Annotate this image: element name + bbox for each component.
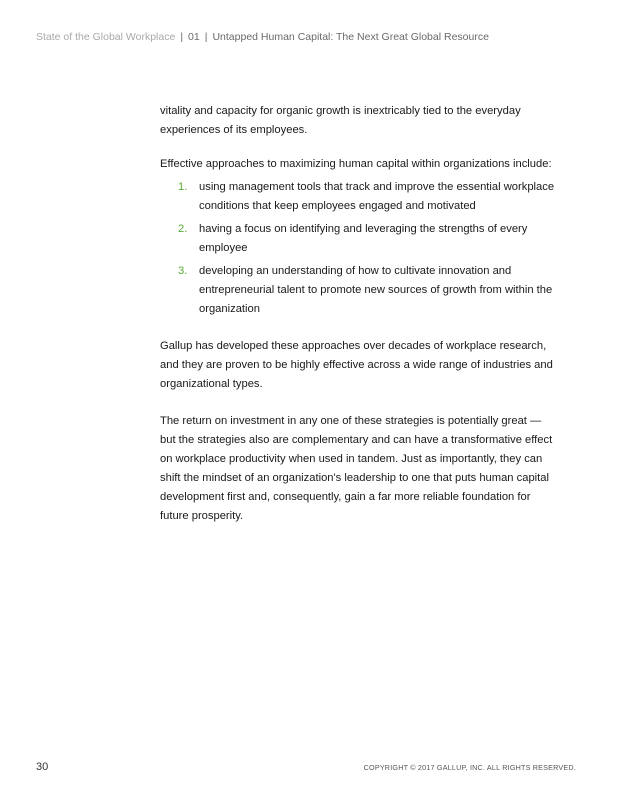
paragraph: The return on investment in any one of these strategies is potentially great — but the strategies also are complementary and can have a transformative effect on workplace productivity when used in tandem. Just as importantly, they can shift the mindset of an organization's leadership to one that puts human capital development first and, consequently, gain a far more reliable foundation for future prosperity.: [160, 415, 553, 522]
paragraph: vitality and capacity for organic growth is inextricably tied to the everyday experiences of its employees.: [160, 105, 521, 136]
header-chapter-title: Untapped Human Capital: The Next Great Global Resource: [212, 31, 489, 43]
body-text: [160, 102, 555, 526]
list-item-text: using management tools that track and improve the essential workplace conditions that keep employees engaged and motivated: [199, 181, 555, 212]
header-chapter-number: 01: [188, 31, 200, 43]
paragraph: Effective approaches to maximizing human capital within organizations include:: [160, 158, 552, 170]
list-item: [160, 262, 555, 319]
list-number: 2.: [178, 223, 188, 235]
page-number: 30: [36, 761, 49, 773]
approaches-list: [160, 178, 555, 319]
list-number: 3.: [178, 265, 188, 277]
header-separator: |: [204, 31, 208, 43]
paragraph: Gallup has developed these approaches over decades of workplace research, and they are proven to be highly effective across a wide range of industries and organizational types.: [160, 340, 553, 390]
list-item: [160, 178, 555, 216]
running-header: [36, 31, 616, 43]
copyright-notice: COPYRIGHT © 2017 GALLUP, INC. ALL RIGHTS RESERVED.: [363, 763, 576, 772]
list-number: 1.: [178, 181, 188, 193]
list-item: [160, 220, 555, 258]
list-item-text: having a focus on identifying and leveraging the strengths of every employee: [199, 223, 528, 254]
list-item-text: developing an understanding of how to cultivate innovation and entrepreneurial talent to promote new sources of growth from within the organization: [199, 265, 553, 315]
header-report-title: State of the Global Workplace: [36, 31, 176, 43]
header-separator: |: [180, 31, 184, 43]
